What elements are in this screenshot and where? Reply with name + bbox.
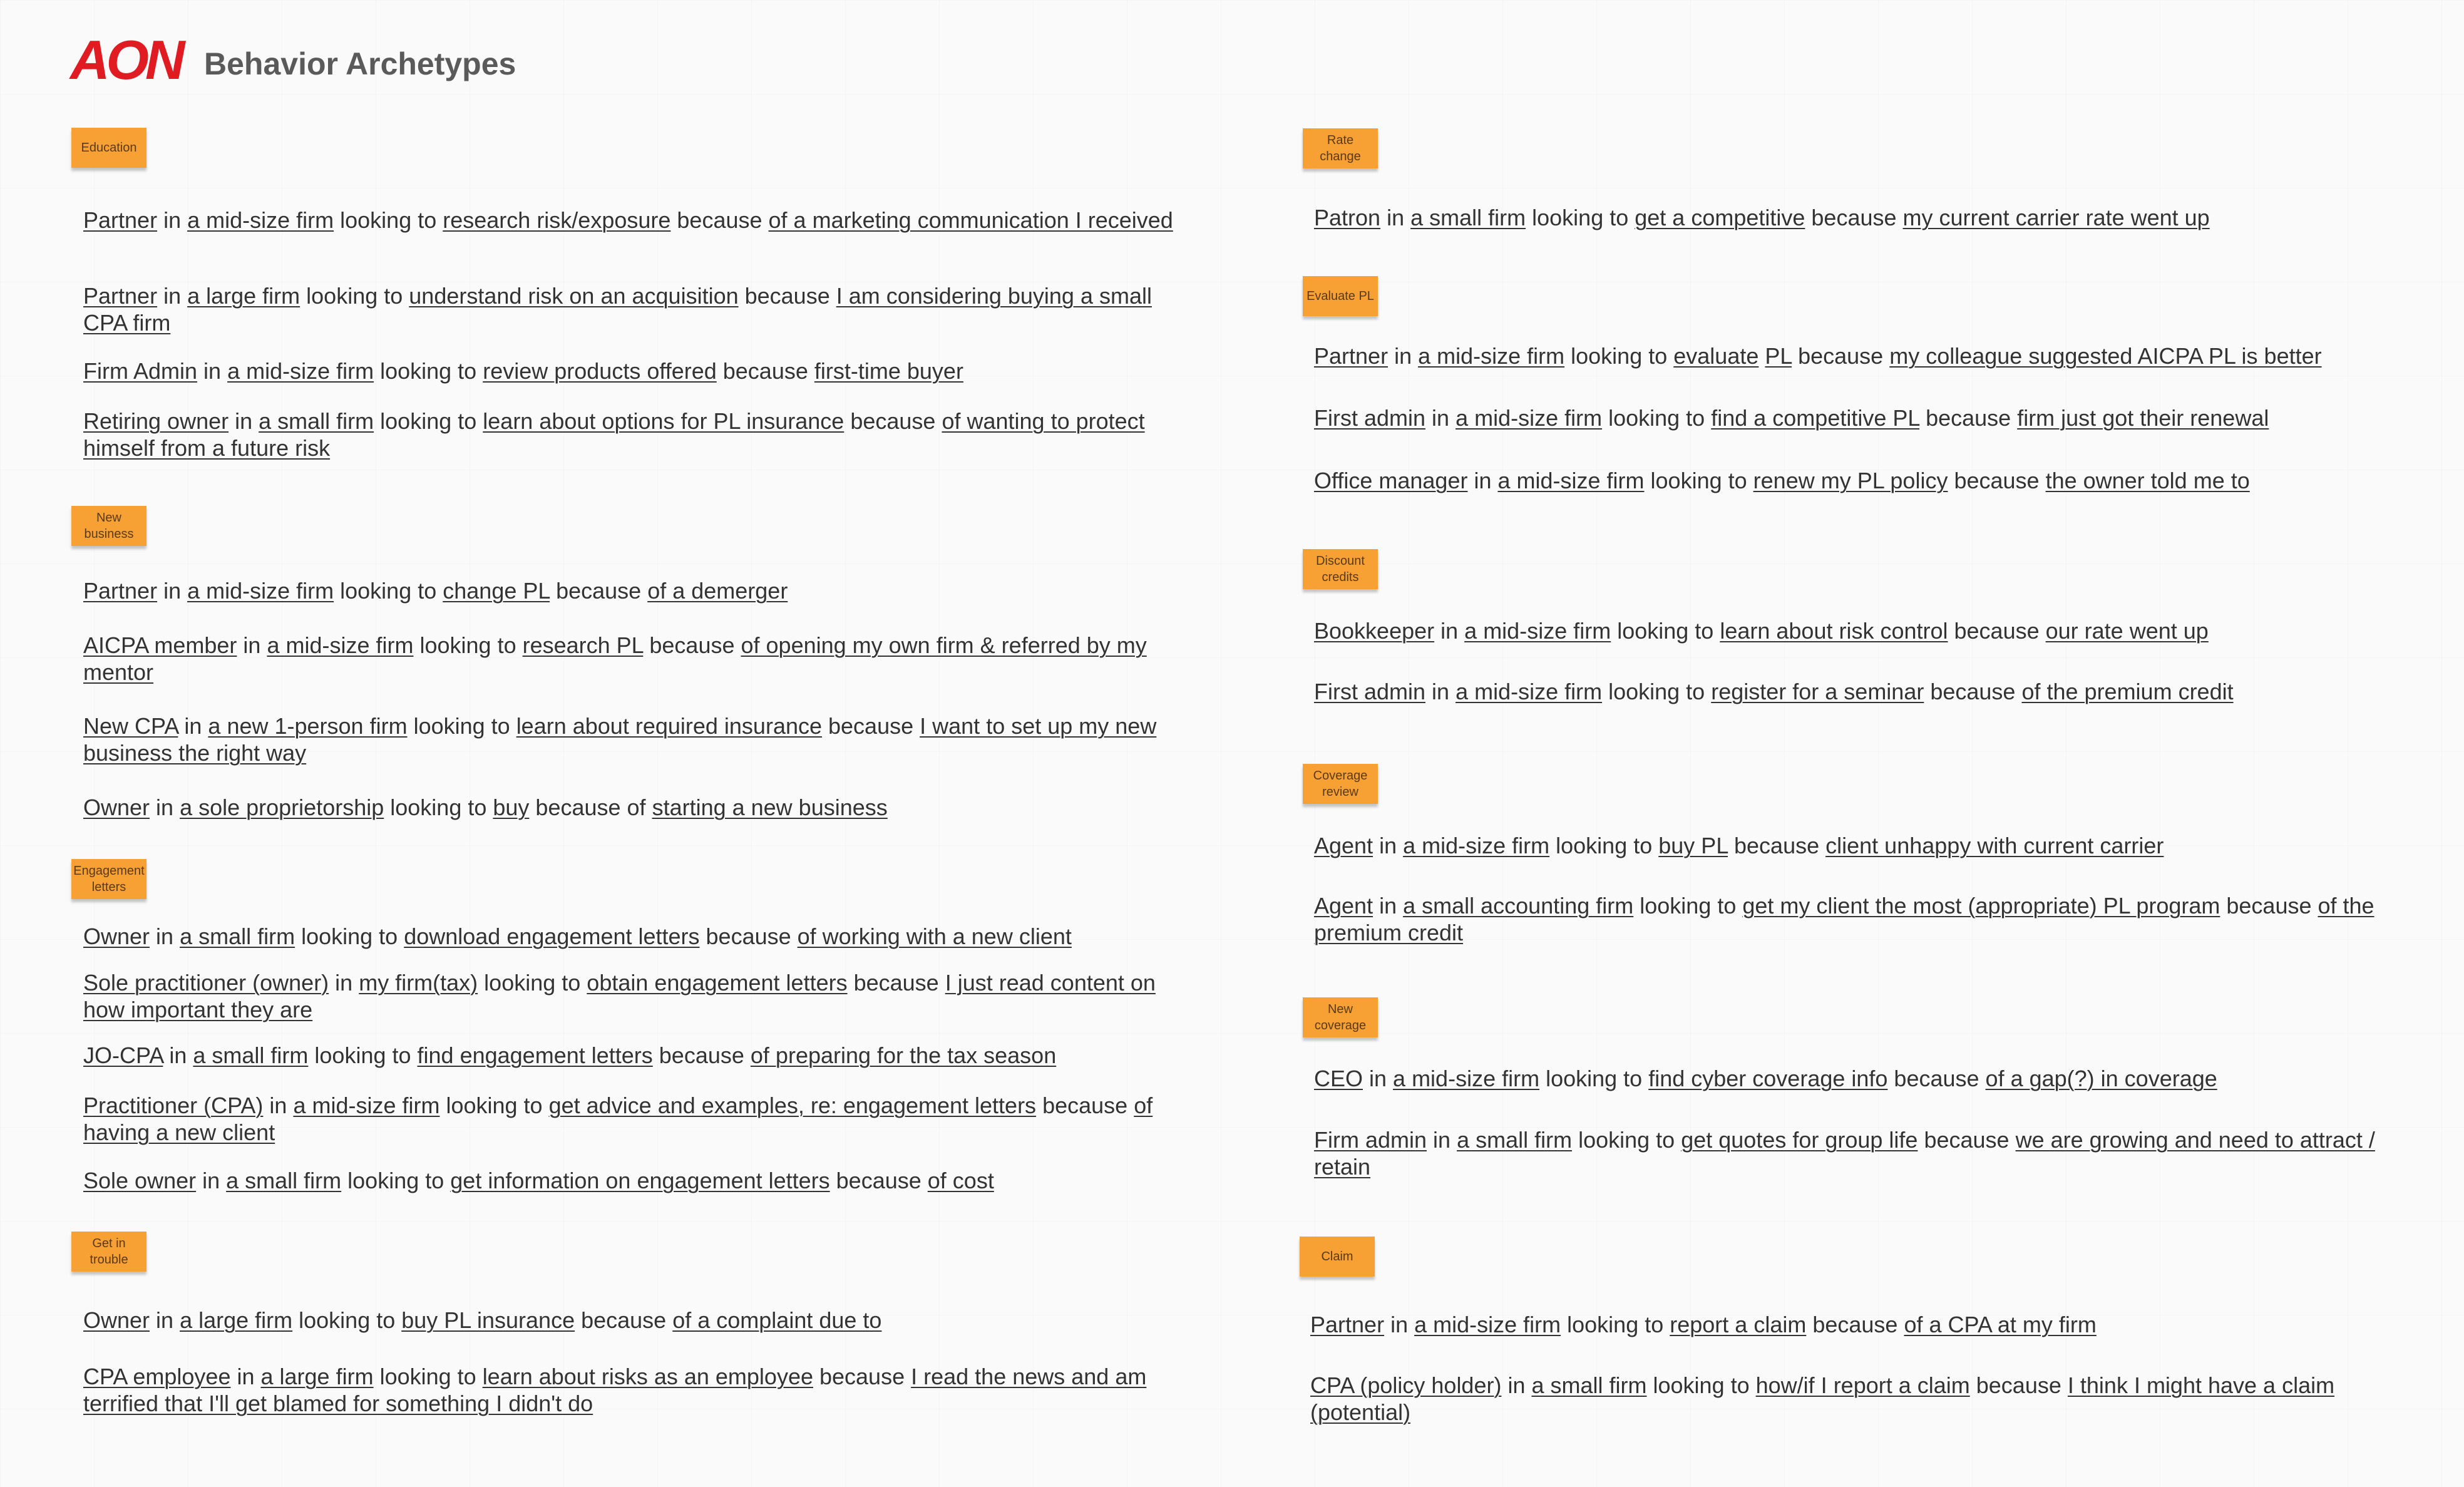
- story-card[interactable]: Partner in a mid-size firm looking to evaluate PL because my colleague suggested AICPA PL is better: [1314, 343, 2322, 369]
- story-card[interactable]: Bookkeeper in a mid-size firm looking to learn about risk control because our rate went up: [1314, 618, 2209, 644]
- story-card[interactable]: Partner in a mid-size firm looking to change PL because of a demerger: [83, 578, 788, 604]
- sticky-coverage-review[interactable]: Coverage review: [1303, 764, 1378, 804]
- sticky-get-in-trouble[interactable]: Get in trouble: [71, 1232, 146, 1272]
- sticky-claim[interactable]: Claim: [1300, 1237, 1375, 1277]
- sticky-new-business[interactable]: New business: [71, 506, 146, 546]
- story-card[interactable]: New CPA in a new 1-person firm looking to learn about required insurance because I want to set up my new business the right way: [83, 713, 1157, 766]
- story-card[interactable]: CPA (policy holder) in a small firm looking to how/if I report a claim because I think I might have a claim (potential): [1310, 1372, 2335, 1425]
- sticky-discount-credits[interactable]: Discount credits: [1303, 549, 1378, 589]
- story-card[interactable]: Sole owner in a small firm looking to get information on engagement letters because of cost: [83, 1168, 994, 1193]
- story-card[interactable]: CPA employee in a large firm looking to learn about risks as an employee because I read the news and am terrified that I'll get blamed for something I didn't do: [83, 1364, 1147, 1416]
- aon-logo: AON: [70, 29, 182, 91]
- story-card[interactable]: Partner in a mid-size firm looking to research risk/exposure because of a marketing communication I received: [83, 207, 1173, 233]
- sticky-new-coverage[interactable]: New coverage: [1303, 997, 1378, 1037]
- story-card[interactable]: CEO in a mid-size firm looking to find cyber coverage info because of a gap(?) in coverage: [1314, 1066, 2217, 1091]
- story-card[interactable]: AICPA member in a mid-size firm looking to research PL because of opening my own firm & referred by my mentor: [83, 632, 1147, 685]
- story-card[interactable]: Patron in a small firm looking to get a competitive because my current carrier rate went up: [1314, 205, 2210, 230]
- story-card[interactable]: First admin in a mid-size firm looking to register for a seminar because of the premium credit: [1314, 679, 2234, 704]
- sticky-rate-change[interactable]: Rate change: [1303, 128, 1378, 168]
- story-card[interactable]: JO-CPA in a small firm looking to find engagement letters because of preparing for the tax season: [83, 1042, 1057, 1068]
- story-card[interactable]: Agent in a small accounting firm looking to get my client the most (appropriate) PL program because of the premium credit: [1314, 893, 2374, 945]
- story-card[interactable]: Owner in a small firm looking to download engagement letters because of working with a new client: [83, 924, 1072, 949]
- sticky-education[interactable]: Education: [71, 128, 146, 168]
- story-card[interactable]: Practitioner (CPA) in a mid-size firm looking to get advice and examples, re: engagement letters because of having a new client: [83, 1093, 1153, 1145]
- story-card[interactable]: Agent in a mid-size firm looking to buy PL because client unhappy with current carrier: [1314, 833, 2164, 858]
- story-card[interactable]: Sole practitioner (owner) in my firm(tax) looking to obtain engagement letters because I just read content on how important they are: [83, 970, 1156, 1022]
- sticky-evaluate-pl[interactable]: Evaluate PL: [1303, 276, 1378, 316]
- story-card[interactable]: Partner in a mid-size firm looking to report a claim because of a CPA at my firm: [1310, 1312, 2097, 1337]
- story-card[interactable]: Firm Admin in a mid-size firm looking to review products offered because first-time buyer: [83, 358, 963, 384]
- story-card[interactable]: Retiring owner in a small firm looking to learn about options for PL insurance because of wanting to protect himself from a future risk: [83, 408, 1145, 461]
- page-title: Behavior Archetypes: [204, 46, 516, 81]
- story-card[interactable]: Firm admin in a small firm looking to get quotes for group life because we are growing and need to attract / retain: [1314, 1127, 2375, 1180]
- story-card[interactable]: Office manager in a mid-size firm looking to renew my PL policy because the owner told me to: [1314, 468, 2250, 493]
- story-card[interactable]: Partner in a large firm looking to understand risk on an acquisition because I am considering buying a small CPA firm: [83, 283, 1152, 336]
- story-card[interactable]: Owner in a sole proprietorship looking to buy because of starting a new business: [83, 795, 888, 820]
- story-card[interactable]: Owner in a large firm looking to buy PL insurance because of a complaint due to: [83, 1307, 882, 1333]
- sticky-engagement-letters[interactable]: Engagement letters: [71, 859, 146, 899]
- story-card[interactable]: First admin in a mid-size firm looking to find a competitive PL because firm just got their renewal: [1314, 405, 2269, 431]
